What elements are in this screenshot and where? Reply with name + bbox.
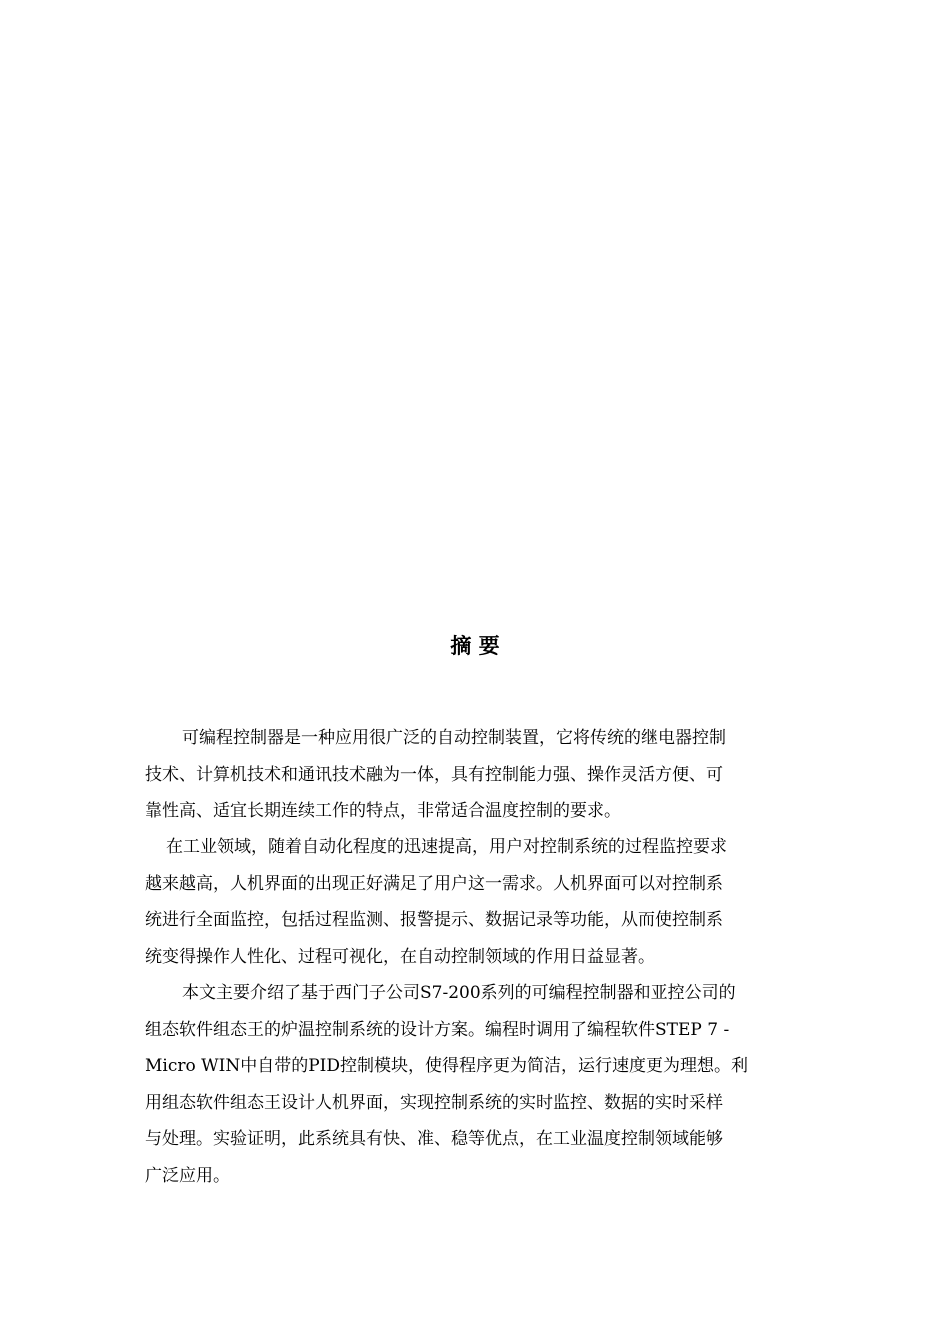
paragraph-line: 用组态软件组态王设计人机界面，实现控制系统的实时监控、数据的实时采样 [145,1093,723,1113]
paragraph-line: 可编程控制器是一种应用很广泛的自动控制装置，它将传统的继电器控制 [182,728,726,748]
abstract-title: 摘 要 [450,633,500,658]
paragraph-line: 组态软件组态王的炉温控制系统的设计方案。编程时调用了编程软件STEP 7 - [145,1020,730,1040]
paragraph-line: 技术、计算机技术和通讯技术融为一体，具有控制能力强、操作灵活方便、可 [145,765,723,785]
paragraph-line: Micro WIN中自带的PID控制模块，使得程序更为简洁，运行速度更为理想。利 [145,1056,748,1076]
paragraph-line: 靠性高、适宜长期连续工作的特点，非常适合温度控制的要求。 [145,801,621,821]
paragraph-line: 统进行全面监控，包括过程监测、报警提示、数据记录等功能，从而使控制系 [145,910,723,930]
paragraph-line: 与处理。实验证明，此系统具有快、准、稳等优点，在工业温度控制领域能够 [145,1129,723,1149]
paragraph-line: 本文主要介绍了基于西门子公司S7-200系列的可编程控制器和亚控公司的 [182,983,736,1003]
paragraph-line: 在工业领域，随着自动化程度的迅速提高，用户对控制系统的过程监控要求 [166,837,727,857]
paragraph-line: 越来越高，人机界面的出现正好满足了用户这一需求。人机界面可以对控制系 [145,874,723,894]
paragraph-line: 统变得操作人性化、过程可视化，在自动控制领域的作用日益显著。 [145,947,655,967]
paragraph-line: 广泛应用。 [145,1166,230,1186]
